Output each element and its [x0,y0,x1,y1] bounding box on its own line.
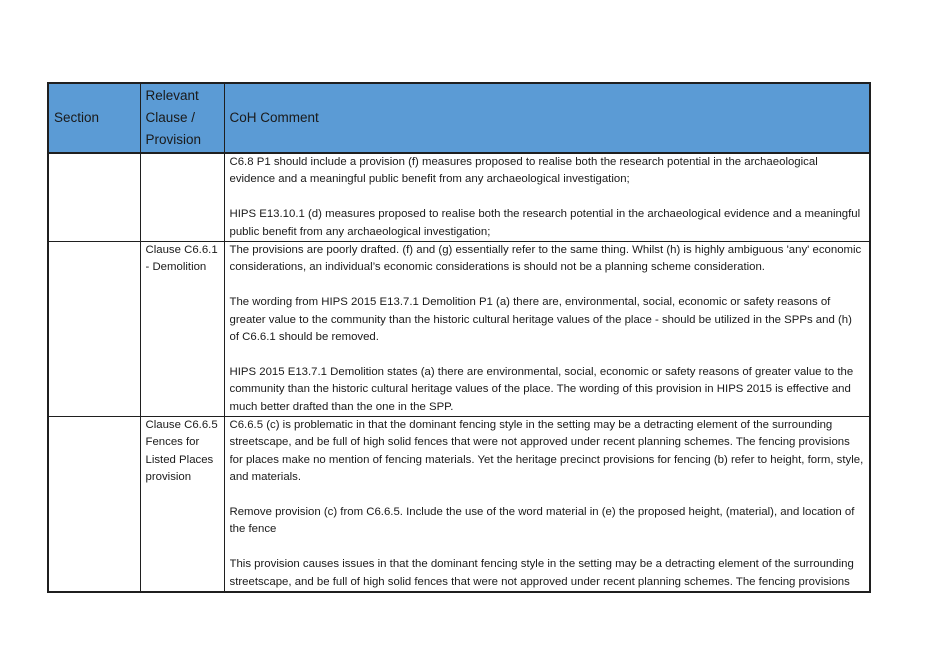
cell-section [48,242,140,417]
cell-comment [224,417,870,593]
comment-paragraph: The wording from HIPS 2015 E13.7.1 Demolition P1 (a) there are, environmental, social, economic or safety reasons of greater value to the community than the historic cultural heritage values of the place - should be utilized in the SPPs and (h) of C6.6.1 should be removed. [229,296,852,344]
table-header-row [48,83,870,153]
cell-clause: Clause C6.6.5 Fences for Listed Places provision [140,417,224,593]
cell-section [48,417,140,593]
cell-comment [224,242,870,417]
header-clause: Relevant Clause / Provision [140,83,224,153]
cell-section [48,153,140,242]
table-row [48,153,870,242]
cell-comment [224,153,870,242]
comment-paragraph: This provision causes issues in that the dominant fencing style in the setting may be a detracting element of the surrounding streetscape, and be full of high solid fences that were not approved under recent planning schemes. The fencing provisions [229,558,854,588]
comment-paragraph: Remove provision (c) from C6.6.5. Include the use of the word material in (e) the proposed height, (material), and location of the fence [229,506,855,536]
table-row [48,242,870,417]
comments-table [47,82,871,593]
cell-clause [140,153,224,242]
comment-clip [230,417,865,591]
comment-paragraph: C6.6.5 (c) is problematic in that the dominant fencing style in the setting may be a detracting element of the surrounding streetscape, and be full of high solid fences that were not approved under recent planning schemes. The fencing provisions for places make no mention of fencing materials. Yet the heritage precinct provisions for fencing (b) refer to height, form, style, and materials. [229,419,864,484]
comment-paragraph: C6.8 P1 should include a provision (f) measures proposed to realise both the research potential in the archaeological evidence and a meaningful public benefit from any archaeological investigation; [229,156,818,186]
cell-clause: Clause C6.6.1 - Demolition [140,242,224,417]
table-row [48,417,870,593]
comment-paragraph: HIPS E13.10.1 (d) measures proposed to realise both the research potential in the archaeological evidence and a meaningful public benefit from any archaeological investigation; [229,208,861,238]
comment-paragraph: HIPS 2015 E13.7.1 Demolition states (a) there are environmental, social, economic or safety reasons of greater value to the community than the historic cultural heritage values of the place. The wording of this provision in HIPS 2015 is effective and much better drafted than the one in the SPP. [229,365,854,413]
header-section: Section [48,83,140,153]
header-comment: CoH Comment [224,83,870,153]
comment-paragraph: The provisions are poorly drafted. (f) and (g) essentially refer to the same thing. Whilst (h) is highly ambiguous 'any' economic considerations, an individual’s economic considerations is should not be a planning scheme consideration. [229,244,862,274]
